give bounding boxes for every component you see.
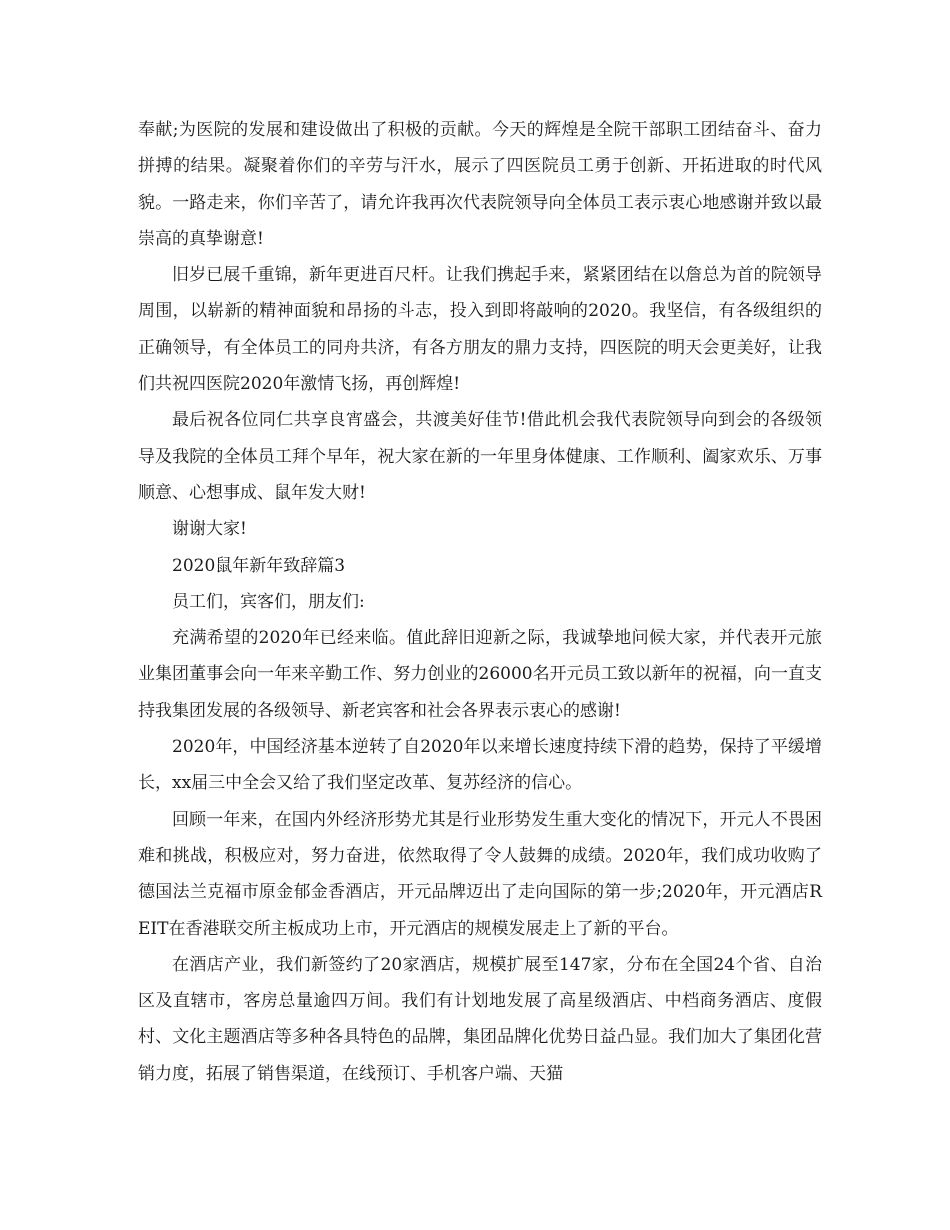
section-heading: 2020鼠年新年致辞篇3 (172, 555, 346, 576)
paragraph-hotel-industry: 在酒店产业，我们新签约了20家酒店，规模扩展至147家，分布在全国24个省、自治区及直辖市，客房总量逾四万间。我们有计划地发展了高星级酒店、中档商务酒店、度假村、文化主题酒店等多种各具特色的品牌，集团品牌化优势日益凸显。我们加大了集团化营销力度，拓展了销售渠道，在线预订、手机客户端、天猫 (138, 954, 822, 1084)
paragraph-thanks: 谢谢大家! (172, 519, 247, 540)
paragraph-blessing: 最后祝各位同仁共享良宵盛会，共渡美好佳节!借此机会我代表院领导向到会的各级领导及我院的全体员工拜个早年，祝大家在新的一年里身体健康、工作顺利、阖家欢乐、万事顺意、心想事成、鼠年发大财! (138, 410, 822, 503)
paragraph-continuation: 奉献;为医院的发展和建设做出了积极的贡献。今天的辉煌是全院干部职工团结奋斗、奋力拼搏的结果。凝聚着你们的辛劳与汗水，展示了四医院员工勇于创新、开拓进取的时代风貌。一路走来，你们辛苦了，请允许我再次代表院领导向全体员工表示衷心地感谢并致以最崇高的真挚谢意! (138, 120, 822, 249)
paragraph-review: 回顾一年来，在国内外经济形势尤其是行业形势发生重大变化的情况下，开元人不畏困难和挑战，积极应对，努力奋进，依然取得了令人鼓舞的成绩。2020年，我们成功收购了德国法兰克福市原金郁金香酒店，开元品牌迈出了走向国际的第一步;2020年，开元酒店REIT在香港联交所主板成功上市，开元酒店的规模发展走上了新的平台。 (138, 809, 822, 939)
paragraph-economy: 2020年，中国经济基本逆转了自2020年以来增长速度持续下滑的趋势，保持了平缓增长，xx届三中全会又给了我们坚定改革、复苏经济的信心。 (138, 737, 822, 794)
paragraph-new-year: 旧岁已展千重锦，新年更进百尺杆。让我们携起手来，紧紧团结在以詹总为首的院领导周围，以崭新的精神面貌和昂扬的斗志，投入到即将敲响的2020。我坚信，有各级组织的正确领导，有全体员工的同舟共济，有各方朋友的鼎力支持，四医院的明天会更美好，让我们共祝四医院2020年激情飞扬，再创辉煌! (138, 265, 822, 395)
salutation: 员工们，宾客们，朋友们: (172, 591, 365, 612)
paragraph-greeting: 充满希望的2020年已经来临。值此辞旧迎新之际，我诚挚地问候大家，并代表开元旅业集团董事会向一年来辛勤工作、努力创业的26000名开元员工致以新年的祝福，向一直支持我集团发展的各级领导、新老宾客和社会各界表示衷心的感谢! (138, 628, 822, 721)
